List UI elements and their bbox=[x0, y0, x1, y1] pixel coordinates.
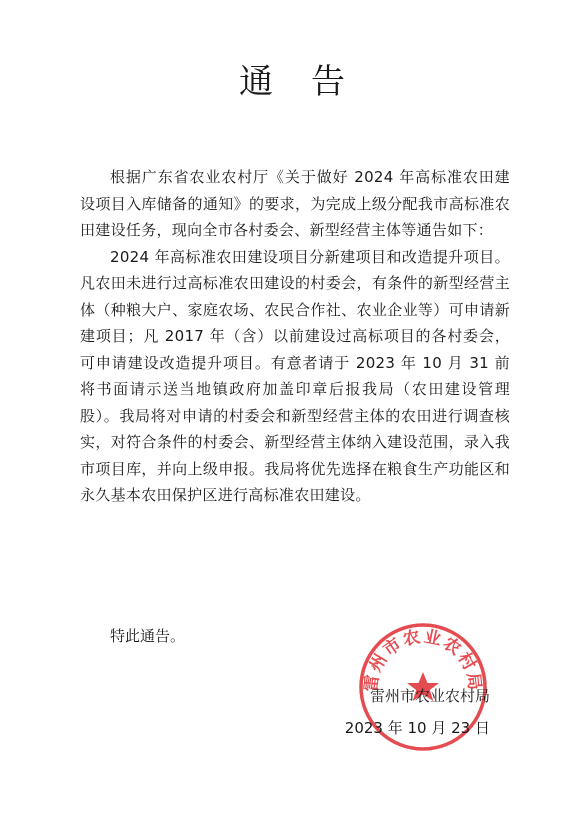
notice-date: 2023 年 10 月 23 日 bbox=[344, 719, 490, 737]
signer-name: 雷州市农业农村局 bbox=[369, 687, 490, 705]
notice-paragraph-1: 根据广东省农业农村厅《关于做好 2024 年高标准农田建设项目入库储备的通知》的要求，为完成上级分配我市高标准农田建设任务，现向全市各村委会、新型经营主体等通告如下： bbox=[80, 168, 510, 239]
notice-body bbox=[80, 164, 510, 509]
seal-text: 雷州市农业农村局 bbox=[361, 626, 485, 693]
notice-closing: 特此通告。 bbox=[110, 627, 186, 645]
notice-title: 通告 bbox=[239, 62, 383, 102]
notice-paragraph-2: 2024 年高标准农田建设项目分新建项目和改造提升项目。凡农田未进行过高标准农田建设的村委会，有条件的新型经营主体（种粮大户、家庭农场、农民合作社、农业企业等）可申请新建项目；凡 2017 年（含）以前建设过高标项目的各村委会，可申请建设改造提升项目。有意者请于 2023 年 10 月 31 前将书面请示送当地镇政府加盖印章后报我局（农田建设管理股）。我局将对申请的村委会和新型经营主体的农田进行调查核实，对符合条件的村委会、新型经营主体纳入建设范围，录入我市项目库，并向上级申报。我局将优先选择在粮食生产功能区和永久基本农田保护区进行高标准农田建设。 bbox=[80, 247, 510, 504]
